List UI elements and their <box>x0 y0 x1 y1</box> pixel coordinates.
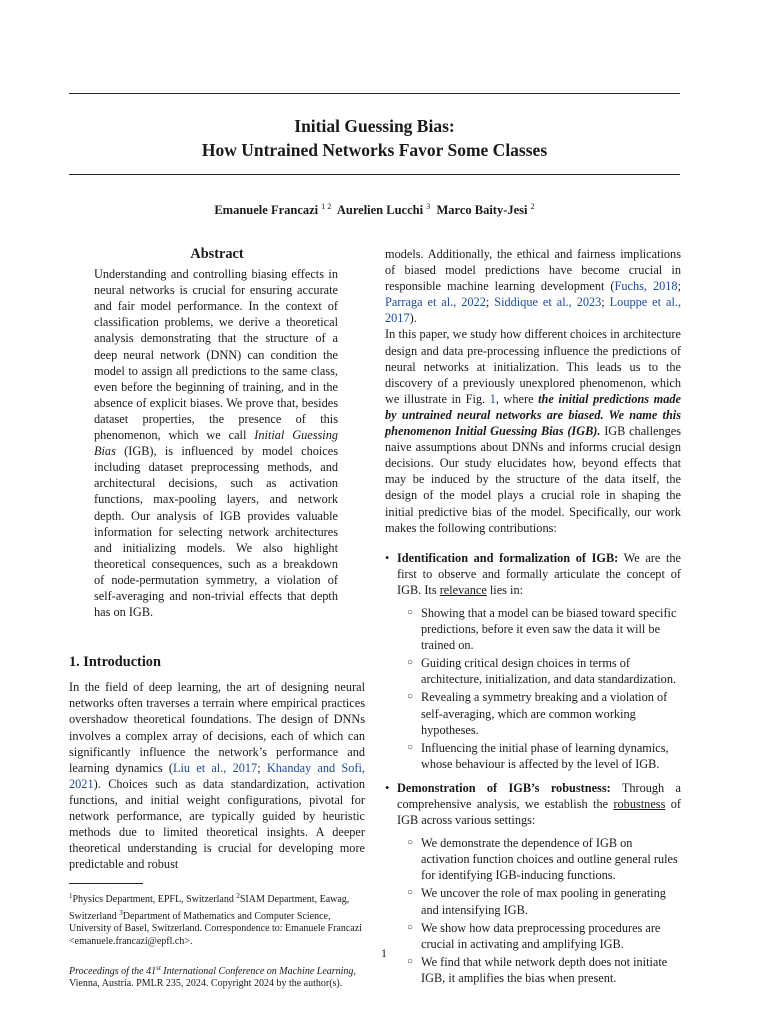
citation-link[interactable]: Khanday and Sofi, 2021 <box>69 760 365 791</box>
sub-list <box>397 605 681 772</box>
bullet-icon: • <box>385 550 390 565</box>
title-line-1: Initial Guessing Bias: <box>294 116 455 136</box>
author-name: Emanuele Francazi <box>214 203 319 217</box>
bullet-icon: • <box>385 780 390 795</box>
sub-list-item: ○ We find that while network depth does not initiate IGB, it amplifies the bias when present. <box>407 954 668 985</box>
sub-list-item: ○ We demonstrate the dependence of IGB on activation function choices and outline general rules for identifying IGB-inducing functions. <box>407 836 678 883</box>
circle-bullet-icon: ○ <box>407 657 414 669</box>
author-name: Aurelien Lucchi <box>336 203 424 217</box>
sub-list-item: ○ We show how data preprocessing procedures are crucial in activating and amplifying IGB. <box>407 920 661 951</box>
sub-list-item: ○ Revealing a symmetry breaking and a violation of self-averaging, which are common working hypotheses. <box>407 690 668 737</box>
motivation-paragraph: models. Additionally, the ethical and fairness implications of biased model predictions have become crucial in responsible machine learning development (Fuchs, 2018; Parraga et al., 2022; Siddique et al., 2023; Louppe et al., 2017). <box>385 247 682 326</box>
citation-link[interactable]: Louppe et al., 2017 <box>385 295 682 326</box>
author-affiliation: 1 2 <box>321 202 332 211</box>
circle-bullet-icon: ○ <box>407 837 414 849</box>
author-name: Marco Baity-Jesi <box>436 203 528 217</box>
sub-list-item: ○ Influencing the initial phase of learning dynamics, whose behaviour is affected by the level of IGB. <box>407 740 669 771</box>
title-bottom-rule <box>69 174 680 175</box>
footnote-rule <box>69 883 143 884</box>
study-paragraph: In this paper, we study how different choices in architecture design and data pre-processing influence the predictions of neural networks at initialization. This leads us to the discovery of a previously unexplored phenomenon, which we illustrate in Fig. 1, where the initial predictions made by untrained neural networks are biased. We name this phenomenon Initial Guessing Bias (IGB). IGB challenges naive assumptions about DNNs and informs crucial design decisions. Our study elucidates how, beyond effects that may be induced by the structure of the data itself, the design of the model plays a crucial role in shaping the initial predictive bias of the model. Specifically, our work makes the following contributions: <box>385 327 681 535</box>
figure-reference-link[interactable]: 1 <box>489 391 496 406</box>
sub-list-item: ○ Showing that a model can be biased toward specific predictions, before it even saw the data it will be trained on. <box>407 605 677 653</box>
sub-list-item: ○ Guiding critical design choices in terms of architecture, initialization, and data standardization. <box>407 656 677 687</box>
circle-bullet-icon: ○ <box>407 606 414 618</box>
circle-bullet-icon: ○ <box>407 955 414 967</box>
citation-link[interactable]: Fuchs, 2018 <box>614 279 678 294</box>
citation-link[interactable]: Liu et al., 2017 <box>172 760 258 775</box>
circle-bullet-icon: ○ <box>407 741 414 753</box>
citation-link[interactable]: Siddique et al., 2023 <box>494 295 602 310</box>
contribution-item: • Identification and formalization of IGB: We are the first to observe and formally articulate the concept of IGB. Its relevance lies in: ○ Showing that a model can be biased toward specific predictions, before it even saw the data it will be trained on. ○ Guiding critical design choices in terms of architecture, initialization, and data standardization. ○ Revealing a symmetry breaking and a violation of self-averaging, which are common working hypotheses. ○ Influencing the initial phase of learning dynamics, whose behaviour is affected by the level of IGB. <box>385 550 681 771</box>
circle-bullet-icon: ○ <box>407 921 414 933</box>
author-list <box>69 202 680 218</box>
left-column <box>69 246 365 991</box>
sub-list-item: ○ We uncover the role of max pooling in generating and intensifying IGB. <box>407 886 666 917</box>
sub-list <box>397 835 681 986</box>
introduction-paragraph: In the field of deep learning, the art of designing neural networks often traverses a terrain where empirical practices overshadow theoretical foundations. The design of DNNs involves a complex array of decisions, each of which can significantly influence the network’s performance and learning dynamics (Liu et al., 2017; Khanday and Sofi, 2021). Choices such as data standardization, activation functions, and initial weight configurations, pivotal for network performance, are typically guided by heuristic methods due to limited theoretical insights. A deeper theoretical understanding is crucial for developing more predictable and robust <box>69 680 365 872</box>
contribution-item: • Demonstration of IGB’s robustness: Through a comprehensive analysis, we establish the robustness of IGB across various settings: ○ We demonstrate the dependence of IGB on activation function choices and outline general rules for identifying IGB-inducing functions. ○ We uncover the role of max pooling in generating and intensifying IGB. ○ We show how data preprocessing procedures are crucial in activating and amplifying IGB. ○ We find that while network depth does not initiate IGB, it amplifies the bias when present. <box>385 780 681 985</box>
author-affiliation: 3 <box>426 202 431 211</box>
author-affiliation: 2 <box>530 202 535 211</box>
circle-bullet-icon: ○ <box>407 691 414 703</box>
citation-link[interactable]: Parraga et al., 2022 <box>385 295 486 310</box>
abstract-text: Understanding and controlling biasing effects in neural networks is crucial for ensuring accurate and fair model performance. In the context of classification problems, we derive a theoretical analysis demonstrating that the structure of a deep neural network (DNN) can condition the model to assign all predictions to the same class, even before the beginning of training, and in the absence of explicit biases. We prove that, besides dataset properties, the presence of this phenomenon, which we call Initial Guessing Bias (IGB), is influenced by model choices including dataset preprocessing methods, and architectural decisions, such as activation functions, max-pooling layers, and network depth. Our analysis of IGB provides valuable information for selecting network architectures and initializing models. We also highlight theoretical consequences, such as a breakdown of node-permutation symmetry, a violation of self-averaging and non-trivial effects that depth has on IGB. <box>94 267 338 620</box>
paper-title <box>69 114 680 162</box>
introduction-heading: 1. Introduction <box>69 654 161 671</box>
contributions-list <box>385 550 681 986</box>
page-number: 1 <box>381 946 387 960</box>
right-column <box>385 246 681 994</box>
abstract-heading: Abstract <box>190 246 244 262</box>
proceedings-note: Proceedings of the 41st International Conference on Machine Learning, Vienna, Austria. PMLR 235, 2024. Copyright 2024 by the author(s). <box>69 964 356 990</box>
circle-bullet-icon: ○ <box>407 887 414 899</box>
title-line-2: How Untrained Networks Favor Some Classes <box>201 140 548 160</box>
affiliation-footnote: $^1$Physics Department, EPFL, Switzerland $^2$SIAM Department, Eawag, Switzerland $^3$Department of Mathematics and Computer Science, University of Basel, Switzerland. Correspondence to: Emanuele Francazi <emanuele.francazi@epfl.ch>. <box>69 892 362 947</box>
top-rule <box>69 93 680 94</box>
